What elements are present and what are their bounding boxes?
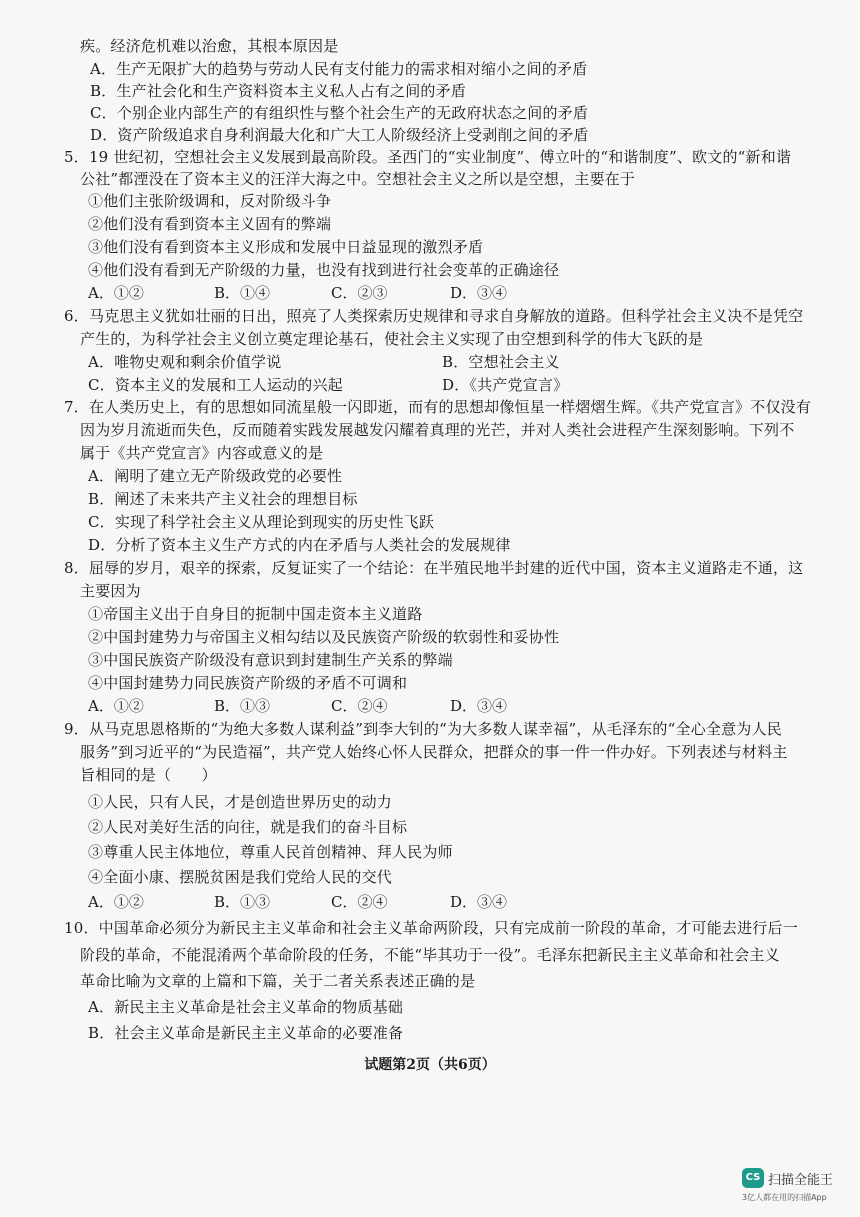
q7-option-b: B．阐述了未来共产主义社会的理想目标 — [88, 490, 358, 508]
q5-choice-a: A．①② — [88, 284, 144, 302]
q5-choice-b: B．①④ — [214, 284, 271, 302]
q9-stem-2: 服务”到习近平的“为民造福”，共产党人始终心怀人民群众，把群众的事一件一件办好。下列表述与材料主 — [80, 743, 788, 761]
q6-choice-b: B．空想社会主义 — [442, 353, 560, 371]
q8-choice-a: A．①② — [88, 697, 144, 715]
q6-choice-c: C．资本主义的发展和工人运动的兴起 — [88, 376, 343, 394]
q6-stem-1: 6．马克思主义犹如壮丽的日出，照亮了人类探索历史规律和寻求自身解放的道路。但科学社会主义决不是凭空 — [64, 307, 804, 325]
scanner-watermark — [742, 1168, 852, 1208]
q5-choice-c: C．②③ — [331, 284, 388, 302]
q8-item-3: ③中国民族资产阶级没有意识到封建制生产关系的弊端 — [88, 651, 453, 669]
q5-choice-d: D．③④ — [450, 284, 508, 302]
camscanner-logo-icon: CS — [742, 1168, 764, 1188]
q8-item-4: ④中国封建势力同民族资产阶级的矛盾不可调和 — [88, 674, 408, 692]
q8-stem-1: 8．屈辱的岁月，艰辛的探索，反复证实了一个结论：在半殖民地半封建的近代中国，资本主义道路走不通，这 — [64, 559, 804, 577]
q7-option-d: D．分析了资本主义生产方式的内在矛盾与人类社会的发展规律 — [88, 536, 511, 554]
q6-choice-d: D．《共产党宣言》 — [442, 376, 569, 394]
q10-stem-2: 阶段的革命，不能混淆两个革命阶段的任务，不能“毕其功于一役”。毛泽东把新民主主义革命和社会主义 — [80, 946, 780, 964]
q9-item-3: ③尊重人民主体地位，尊重人民首创精神、拜人民为师 — [88, 843, 453, 861]
q5-item-4: ④他们没有看到无产阶级的力量，也没有找到进行社会变革的正确途径 — [88, 261, 560, 279]
q7-stem-1: 7．在人类历史上，有的思想如同流星般一闪即逝，而有的思想却像恒星一样熠熠生辉。《共产党宣言》不仅没有 — [64, 398, 812, 416]
q9-choice-b: B．①③ — [214, 893, 271, 911]
q6-choice-a: A．唯物史观和剩余价值学说 — [88, 353, 282, 371]
q8-item-1: ①帝国主义出于自身目的扼制中国走资本主义道路 — [88, 605, 423, 623]
q5-item-2: ②他们没有看到资本主义固有的弊端 — [88, 215, 332, 233]
q7-stem-2: 因为岁月流逝而失色，反而随着实践发展越发闪耀着真理的光芒，并对人类社会进程产生深刻影响。下列不 — [80, 421, 795, 439]
page-number: 试题第2页（共6页） — [364, 1057, 496, 1073]
q9-choice-a: A．①② — [88, 893, 144, 911]
q4-option-c: C．个别企业内部生产的有组织性与整个社会生产的无政府状态之间的矛盾 — [90, 104, 589, 122]
q4-intro: 疾。经济危机难以治愈，其根本原因是 — [80, 37, 339, 55]
q8-choices — [88, 696, 588, 716]
q9-item-2: ②人民对美好生活的向往，就是我们的奋斗目标 — [88, 818, 408, 836]
q5-item-1: ①他们主张阶级调和，反对阶级斗争 — [88, 192, 332, 210]
q10-option-b: B．社会主义革命是新民主主义革命的必要准备 — [88, 1024, 404, 1042]
q5-item-3: ③他们没有看到资本主义形成和发展中日益显现的激烈矛盾 — [88, 238, 484, 256]
q5-stem-1: 5．19 世纪初，空想社会主义发展到最高阶段。圣西门的“实业制度”、傅立叶的“和谐制度”、欧文的“新和谐 — [64, 148, 792, 166]
q7-stem-3: 属于《共产党宣言》内容或意义的是 — [80, 444, 324, 462]
q9-choice-d: D．③④ — [450, 893, 508, 911]
q4-option-a: A．生产无限扩大的趋势与劳动人民有支付能力的需求相对缩小之间的矛盾 — [90, 60, 588, 78]
q9-item-1: ①人民，只有人民，才是创造世界历史的动力 — [88, 793, 393, 811]
q9-choice-c: C．②④ — [331, 893, 388, 911]
q8-choice-c: C．②④ — [331, 697, 388, 715]
watermark-tagline: 3亿人都在用的扫描App — [742, 1193, 827, 1202]
q5-choices — [88, 283, 588, 303]
q9-stem-1: 9．从马克思恩格斯的“为绝大多数人谋利益”到李大钊的“为大多数人谋幸福”，从毛泽东的“全心全意为人民 — [64, 720, 782, 738]
q9-item-4: ④全面小康、摆脱贫困是我们党给人民的交代 — [88, 868, 393, 886]
q8-choice-b: B．①③ — [214, 697, 271, 715]
q4-option-b: B．生产社会化和生产资料资本主义私人占有之间的矛盾 — [90, 82, 467, 100]
q6-stem-2: 产生的，为科学社会主义创立奠定理论基石，使社会主义实现了由空想到科学的伟大飞跃的是 — [80, 330, 704, 348]
q9-choices — [88, 892, 588, 912]
q8-choice-d: D．③④ — [450, 697, 508, 715]
q10-stem-3: 革命比喻为文章的上篇和下篇，关于二者关系表述正确的是 — [80, 972, 476, 990]
q4-option-d: D．资产阶级追求自身利润最大化和广大工人阶级经济上受剥削之间的矛盾 — [90, 126, 589, 144]
q7-option-c: C．实现了科学社会主义从理论到现实的历史性飞跃 — [88, 513, 435, 531]
q8-item-2: ②中国封建势力与帝国主义相勾结以及民族资产阶级的软弱性和妥协性 — [88, 628, 560, 646]
q10-option-a: A．新民主主义革命是社会主义革命的物质基础 — [88, 998, 404, 1016]
watermark-app-name: 扫描全能王 — [768, 1173, 834, 1188]
q9-stem-3: 旨相同的是（ ） — [80, 766, 217, 784]
q8-stem-2: 主要因为 — [80, 582, 141, 600]
q10-stem-1: 10．中国革命必须分为新民主主义革命和社会主义革命两阶段，只有完成前一阶段的革命，才可能去进行后一 — [64, 919, 798, 937]
q5-stem-2: 公社”都湮没在了资本主义的汪洋大海之中。空想社会主义之所以是空想，主要在于 — [80, 170, 636, 188]
q7-option-a: A．阐明了建立无产阶级政党的必要性 — [88, 467, 343, 485]
